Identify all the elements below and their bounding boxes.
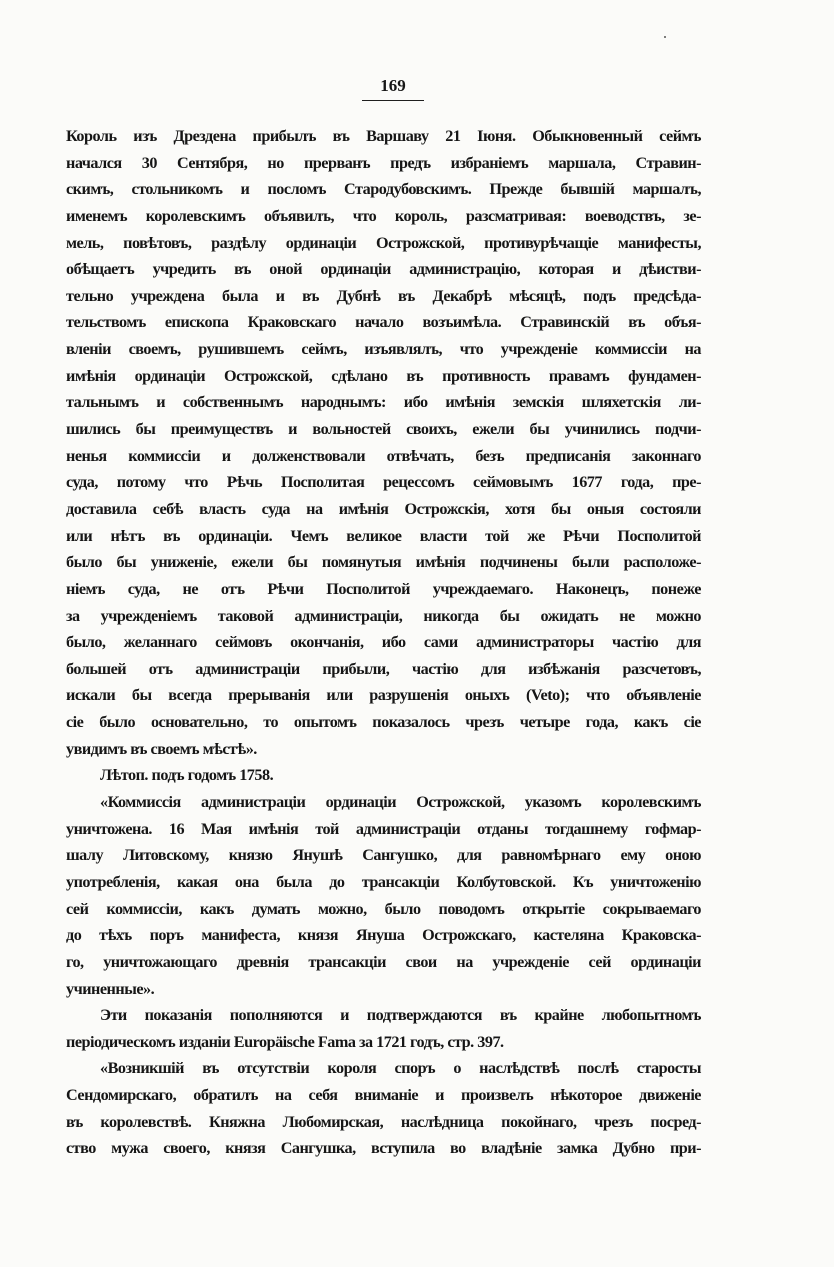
text-line: до тѣхъ поръ манифеста, князя Януша Острожскаго, кастеляна Краковска- bbox=[66, 926, 701, 945]
text-line: въ королевствѣ. Княжна Любомирская, наслѣдница покойнаго, чрезъ посред- bbox=[66, 1112, 701, 1131]
text-line: «Возникшій въ отсутствіи короля споръ о наслѣдствѣ послѣ старосты bbox=[100, 1059, 701, 1078]
text-line: обѣщаетъ учредить въ оной ординаціи администрацію, которая и дѣистви- bbox=[66, 260, 701, 279]
text-line: тальнымъ и собственнымъ народнымъ: ибо имѣнія земскія шляхетскія ли- bbox=[66, 393, 701, 412]
body-text bbox=[66, 123, 701, 1162]
text-line: тельно учреждена была и въ Дубнѣ въ Декабрѣ мѣсяцѣ, подъ предсѣда- bbox=[66, 286, 701, 305]
text-line: за учрежденіемъ таковой администраціи, никогда бы ожидать не можно bbox=[66, 606, 701, 625]
text-line: большей отъ администраціи прибыли, частію для избѣжанія разсчетовъ, bbox=[66, 659, 701, 678]
scan-speck bbox=[664, 36, 666, 38]
text-line: ство мужа своего, князя Сангушка, вступила во владѣніе замка Дубно при- bbox=[66, 1139, 701, 1158]
text-line: го, уничтожающаго древнія трансакціи свои на учрежденіе сей ординаціи bbox=[66, 952, 701, 971]
text-line: доставила себѣ власть суда на имѣнія Острожскія, хотя бы оныя состояли bbox=[66, 499, 701, 518]
text-line: шалу Литовскому, князю Янушѣ Сангушко, для равномѣрнаго ему оною bbox=[66, 846, 701, 865]
text-line: сей коммиссіи, какъ думать можно, было поводомъ открытіе сокрываемаго bbox=[66, 899, 701, 918]
header-rule bbox=[362, 100, 424, 101]
text-line: искали бы всегда прерыванія или разрушенія оныхъ (Veto); что объявленіе bbox=[66, 686, 701, 705]
text-line: ніемъ суда, не отъ Рѣчи Посполитой учреждаемаго. Наконецъ, понеже bbox=[66, 579, 701, 598]
text-line: увидимъ въ своемъ мѣстѣ». bbox=[66, 739, 257, 758]
text-line: періодическомъ изданіи Europäische Fama за 1721 годъ, стр. 397. bbox=[66, 1032, 504, 1051]
text-line: Эти показанія пополняются и подтверждаются въ крайне любопытномъ bbox=[100, 1006, 701, 1025]
text-line: вленіи своемъ, рушившемъ сеймъ, изъявлялъ, что учрежденіе коммиссіи на bbox=[66, 340, 701, 359]
text-line: Сендомирскаго, обратилъ на себя вниманіе и произвелъ нѣкоторое движеніе bbox=[66, 1086, 701, 1105]
text-line: суда, потому что Рѣчь Посполитая рецессомъ сеймовымъ 1677 года, пре- bbox=[66, 473, 701, 492]
text-line: «Коммиссія администраціи ординаціи Острожской, указомъ королевскимъ bbox=[100, 793, 701, 812]
text-line: шились бы преимуществъ и вольностей своихъ, ежели бы учинились подчи- bbox=[66, 420, 701, 439]
text-line: сіе было основательно, то опытомъ показалось чрезъ четыре года, какъ сіе bbox=[66, 713, 701, 732]
page-number: 169 bbox=[380, 76, 406, 95]
text-line: употребленія, какая она была до трансакціи Колбутовской. Къ уничтоженію bbox=[66, 872, 701, 891]
text-line: тельствомъ епископа Краковскаго начало возъимѣла. Стравинскій въ объя- bbox=[66, 313, 701, 332]
text-line: ненья коммиссіи и долженствовали отвѣчать, безъ предписанія законнаго bbox=[66, 446, 701, 465]
text-line: начался 30 Сентября, но прерванъ предъ избраніемъ маршала, Стравин- bbox=[66, 153, 701, 172]
text-line: уничтожена. 16 Мая имѣнія той администраціи отданы тогдашнему гофмар- bbox=[66, 819, 701, 838]
text-line: мель, повѣтовъ, раздѣлу ординаціи Острожской, противурѣчащіе манифесты, bbox=[66, 233, 701, 252]
text-line: было бы униженіе, ежели бы помянутыя имѣнія подчинены были расположе- bbox=[66, 553, 701, 572]
text-line: было, желаннаго сеймовъ окончанія, ибо сами администраторы частію для bbox=[66, 633, 701, 652]
text-line: Лѣтоп. подъ годомъ 1758. bbox=[100, 766, 274, 785]
text-line: Король изъ Дрездена прибылъ въ Варшаву 21 Іюня. Обыкновенный сеймъ bbox=[66, 127, 701, 145]
text-line: именемъ королевскимъ объявилъ, что король, разсматривая: воеводствъ, зе- bbox=[66, 206, 701, 225]
text-line: учиненные». bbox=[66, 979, 155, 998]
text-line: скимъ, стольникомъ и посломъ Стародубовскимъ. Прежде бывшій маршалъ, bbox=[66, 180, 701, 199]
text-line: или нѣтъ въ ординаціи. Чемъ великое власти той же Рѣчи Посполитой bbox=[66, 526, 701, 545]
text-line: имѣнія ординаціи Острожской, сдѣлано въ противность правамъ фундамен- bbox=[66, 366, 701, 385]
